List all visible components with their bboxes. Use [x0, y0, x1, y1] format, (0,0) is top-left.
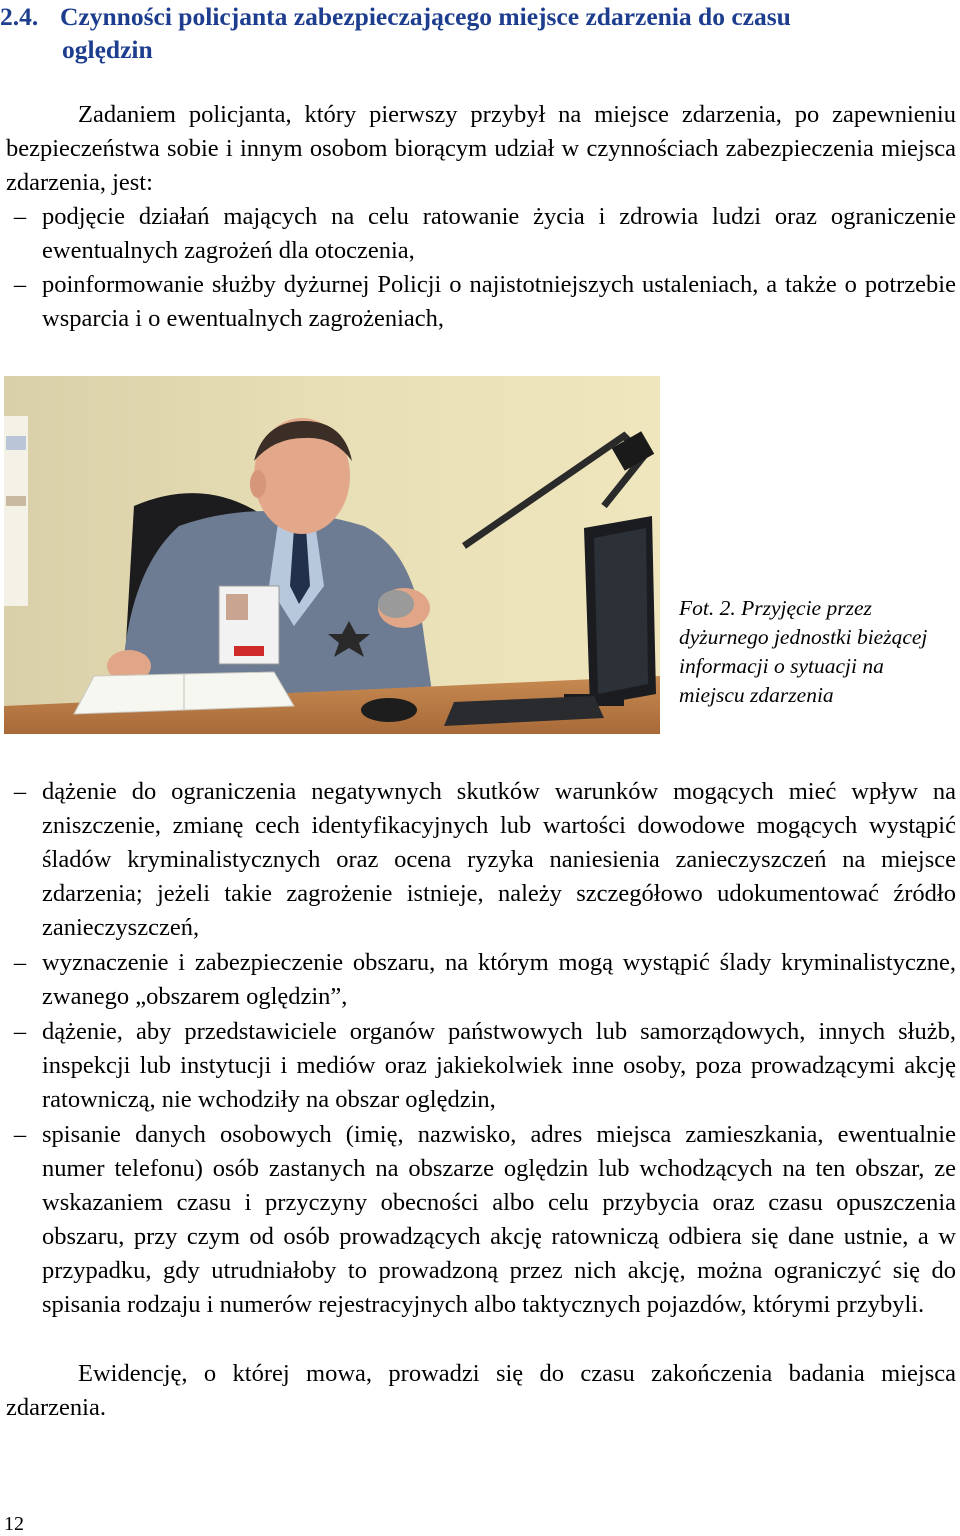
dash-bullet-icon [6, 268, 34, 302]
dash-bullet-icon [6, 1015, 34, 1049]
section-number: 2.4. [0, 2, 39, 31]
list-item [6, 946, 956, 1014]
list-item [6, 268, 956, 336]
dash-bullet-icon [6, 775, 34, 809]
list-item [6, 775, 956, 945]
dash-bullet-icon [6, 1118, 34, 1152]
photo-caption: Fot. 2. Przyjęcie przez dyżurnego jednostki bieżącej informacji o sytuacji na miejscu zdarzenia [679, 596, 928, 707]
list-item-text: poinformowanie służby dyżurnej Policji o najistotniejszych ustaleniach, a także o potrzebie wsparcia i o ewentualnych zagrożeniach, [42, 271, 956, 332]
photo-officer-at-desk [4, 376, 660, 734]
list-item-text: dążenie, aby przedstawiciele organów państwowych lub samorządowych, innych służb, inspekcji lub instytucji i mediów oraz jakiekolwiek inne osoby, poza prowadzącymi akcję ratowniczą, nie wchodziły na obszar oględzin, [42, 1018, 956, 1113]
list-item-text: podjęcie działań mających na celu ratowanie życia i zdrowia ludzi oraz ograniczenie ewentualnych zagrożeń dla otoczenia, [42, 203, 956, 264]
page-number: 12 [4, 1513, 24, 1535]
list-item [6, 200, 956, 268]
list-item-text: dążenie do ograniczenia negatywnych skutków warunków mogących mieć wpływ na zniszczenie, zmianę cech identyfikacyjnych lub wartości dowodowe mogących wystąpić śladów kryminalistycznych oraz ocena ryzyka naniesienia zanieczyszczeń na miejsce zdarzenia; jeżeli takie zagrożenie istnieje, należy szczegółowo udokumentować źródło zanieczyszczeń, [42, 778, 956, 941]
heading-line-1: Czynności policjanta zabezpieczającego miejsce zdarzenia do czasu [60, 2, 791, 31]
intro-paragraph: Zadaniem policjanta, który pierwszy przybył na miejsce zdarzenia, po zapewnieniu bezpieczeństwa sobie i innym osobom biorącym udział w czynnościach zabezpieczenia miejsca zdarzenia, jest: [6, 101, 956, 196]
section-heading [0, 0, 958, 66]
closing-paragraph: Ewidencję, o której mowa, prowadzi się do czasu zakończenia badania miejsca zdarzenia. [6, 1360, 956, 1421]
list-item [6, 1118, 956, 1322]
list-item [6, 1015, 956, 1117]
heading-line-2: oględzin [62, 35, 153, 64]
list-item-text: spisanie danych osobowych (imię, nazwisko, adres miejsca zamieszkania, ewentualnie numer telefonu) osób zastanych na obszarze oględzin lub wchodzących na ten obszar, ze wskazaniem czasu i przyczyny obecności albo celu przybycia oraz czasu opuszczenia obszaru, przy czym od osób prowadzących akcję ratowniczą odbiera się dane ustnie, a w przypadku, gdy utrudniałoby to prowadzoną przez nich akcję, można ograniczyć się do spisania rodzaju i numerów rejestracyjnych albo taktycznych pojazdów, którymi przybyli. [42, 1121, 956, 1318]
dash-bullet-icon [6, 200, 34, 234]
dash-bullet-icon [6, 946, 34, 980]
list-item-text: wyznaczenie i zabezpieczenie obszaru, na którym mogą wystąpić ślady kryminalistyczne, zwanego „obszarem oględzin”, [42, 949, 956, 1010]
